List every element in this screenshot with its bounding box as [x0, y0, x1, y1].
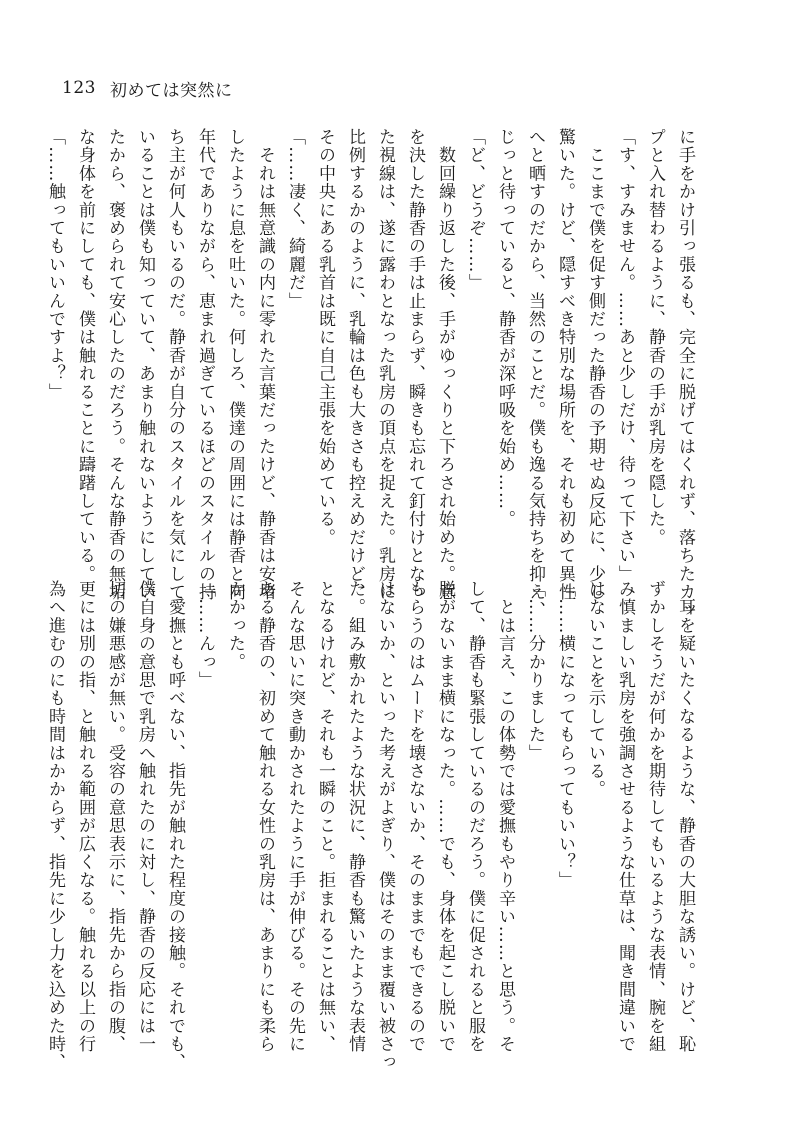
text-line: はないことを示している。	[585, 580, 605, 799]
upper-text-block	[45, 128, 700, 620]
running-header	[62, 74, 232, 102]
text-line: 僕自身の意思で乳房へ触れたのに対し、静香の反応には一	[135, 580, 155, 1054]
text-line: はないか、といった考えがよぎり、僕はそのまま覆い被さっ	[375, 580, 395, 1072]
page-number: 123	[62, 78, 96, 98]
text-line: 数回繰り返した後、手がゆっくりと下ろされ始めた。意	[435, 128, 455, 602]
lower-text-block	[45, 580, 700, 1072]
upper-vertical-text	[45, 128, 700, 620]
text-line: 「ど、どうぞ……」	[465, 128, 485, 292]
text-line: たから、褒められて安心したのだろう。そんな静香の無垢	[105, 128, 125, 602]
text-line: 切の嫌悪感が無い。受容の意思表示に、指先から指の腹、	[105, 580, 125, 1054]
text-line: 比例するかのように、乳輪は色も大きさも控えめだけど、	[345, 128, 365, 602]
text-line: 更には別の指、と触れる範囲が広くなる。触れる以上の行	[75, 580, 95, 1054]
text-line: 愛撫とも呼べない、指先が触れた程度の接触。それでも、	[165, 580, 185, 1072]
text-line: それは無意識の内に零れた言葉だったけど、静香は安堵	[255, 128, 275, 602]
text-line: その中央にある乳首は既に自己主張を始めている。	[315, 128, 335, 547]
text-line: そんな思いに突き動かされたように手が伸びる。その先に	[285, 580, 305, 1054]
text-line: 年代でありながら、恵まれ過ぎているほどのスタイルの持	[195, 128, 215, 602]
lower-vertical-text	[45, 580, 700, 1072]
text-line: 驚いた。けど、隠すべき特別な場所を、それも初めて異性	[555, 128, 575, 602]
text-line: プと入れ替わるように、静香の手が乳房を隠した。	[645, 128, 665, 547]
text-line: に手をかけ引っ張るも、完全に脱げてはくれず、落ちたカッ	[675, 128, 695, 620]
text-line: た視線は、遂に露わとなった乳房の頂点を捉えた。乳房に	[375, 128, 395, 602]
text-line: じっと待っていると、静香が深呼吸を始め……。	[495, 128, 515, 529]
text-line: 「……んっ」	[195, 580, 215, 690]
text-line: かかった。	[225, 580, 245, 671]
text-line: 為へ進むのにも時間はかからず、指先に少し力を込めた時、	[45, 580, 65, 1072]
text-line: ち主が何人もいるのだ。静香が自分のスタイルを気にして	[165, 128, 185, 602]
text-line: へと晒すのだから、当然のことだ。僕も逸る気持ちを抑え、	[525, 128, 545, 620]
text-line: 「……分かりました」	[525, 580, 545, 762]
text-line: 「……触ってもいいんですよ？」	[45, 128, 65, 401]
text-line: ここまで僕を促す側だった静香の予期せぬ反応に、少し	[585, 128, 605, 602]
text-line: ある静香の、初めて触れる女性の乳房は、あまりにも柔ら	[255, 580, 275, 1054]
text-line: み慎ましい乳房を強調させるような仕草は、聞き間違いで	[615, 580, 635, 1054]
text-line: 「……凄く、綺麗だ」	[285, 128, 305, 310]
text-line: して、静香も緊張しているのだろう。僕に促されると服を	[465, 580, 485, 1054]
text-line: ずかしそうだが何かを期待してもいるような表情、腕を組	[645, 580, 665, 1054]
text-line: となるけれど、それも一瞬のこと。拒まれることは無い、	[315, 580, 335, 1054]
text-line: 耳を疑いたくなるような、静香の大胆な誘い。けど、恥	[675, 580, 695, 1054]
text-line: したように息を吐いた。何しろ、僕達の周囲には静香と同	[225, 128, 245, 602]
text-line: な身体を前にしても、僕は触れることに躊躇している。	[75, 128, 95, 583]
chapter-title: 初めては突然に	[109, 80, 233, 101]
text-line: 「す、すみません。……あと少しだけ、待って下さい」	[615, 128, 635, 583]
text-line: とは言え、この体勢では愛撫もやり辛い……と思う。そ	[495, 580, 515, 1054]
text-line: た。組み敷かれたような状況に、静香も驚いたような表情	[345, 580, 365, 1054]
text-line: 脱がないまま横になった。……でも、身体を起こし脱いで	[435, 580, 455, 1054]
text-line: を決した静香の手は止まらず、瞬きも忘れて釘付けとなっ	[405, 128, 425, 602]
text-line: いることは僕も知っていて、あまり触れないようにしてい	[135, 128, 155, 602]
text-line: 「……横になってもらってもいい？」	[555, 580, 575, 890]
text-line: もらうのはムードを壊さないか、そのままでもできるので	[405, 580, 425, 1054]
